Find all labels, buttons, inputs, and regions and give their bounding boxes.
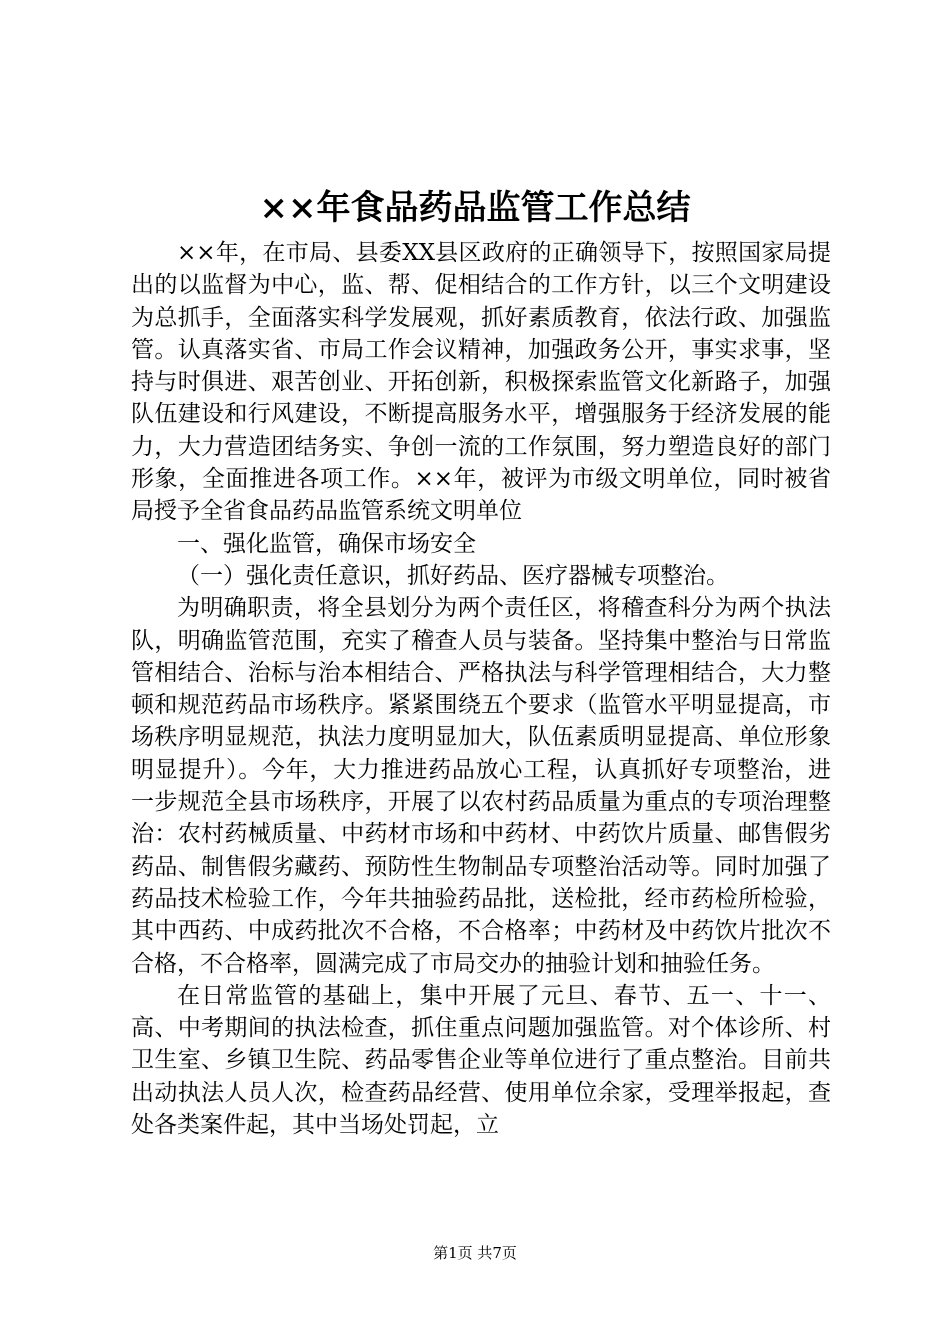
document-body <box>131 237 831 1141</box>
body-paragraph: 在日常监管的基础上，集中开展了元旦、春节、五一、十一、高、中考期间的执法检查，抓住重点问题加强监管。对个体诊所、村卫生室、乡镇卫生院、药品零售企业等单位进行了重点整治。目前共出动执法人员人次，检查药品经营、使用单位余家，受理举报起，查处各类案件起，其中当场处罚起，立 <box>131 982 831 1139</box>
page-number-footer: 第1页 共7页 <box>433 1244 517 1262</box>
document-title: ××年食品药品监管工作总结 <box>259 188 691 228</box>
section-heading: 一、强化监管，确保市场安全 <box>177 530 476 557</box>
body-paragraph: 为明确职责，将全县划分为两个责任区，将稽查科分为两个执法队，明确监管范围，充实了稽查人员与装备。坚持集中整治与日常监管相结合、治标与治本相结合、严格执法与科学管理相结合，大力整顿和规范药品市场秩序。紧紧围绕五个要求（监管水平明显提高，市场秩序明显规范，执法力度明显加大，队伍素质明显提高、单位形象明显提升）。今年，大力推进药品放心工程，认真抓好专项整治，进一步规范全县市场秩序，开展了以农村药品质量为重点的专项治理整治：农村药械质量、中药材市场和中药材、中药饮片质量、邮售假劣药品、制售假劣藏药、预防性生物制品专项整治活动等。同时加强了药品技术检验工作，今年共抽验药品批，送检批，经市药检所检验，其中西药、中成药批次不合格，不合格率；中药材及中药饮片批次不合格，不合格率，圆满完成了市局交办的抽验计划和抽验任务。 <box>131 595 831 977</box>
intro-paragraph: ××年，在市局、县委XX县区政府的正确领导下，按照国家局提出的以监督为中心，监、帮、促相结合的工作方针，以三个文明建设为总抓手，全面落实科学发展观，抓好素质教育，依法行政、加强监管。认真落实省、市局工作会议精神，加强政务公开，事实求事，坚持与时俱进、艰苦创业、开拓创新，积极探索监管文化新路子，加强队伍建设和行风建设，不断提高服务水平，增强服务于经济发展的能力，大力营造团结务实、争创一流的工作氛围，努力塑造良好的部门形象，全面推进各项工作。××年，被评为市级文明单位，同时被省局授予全省食品药品监管系统文明单位 <box>131 240 831 525</box>
subsection-heading: （一）强化责任意识，抓好药品、医疗器械专项整治。 <box>177 562 729 589</box>
